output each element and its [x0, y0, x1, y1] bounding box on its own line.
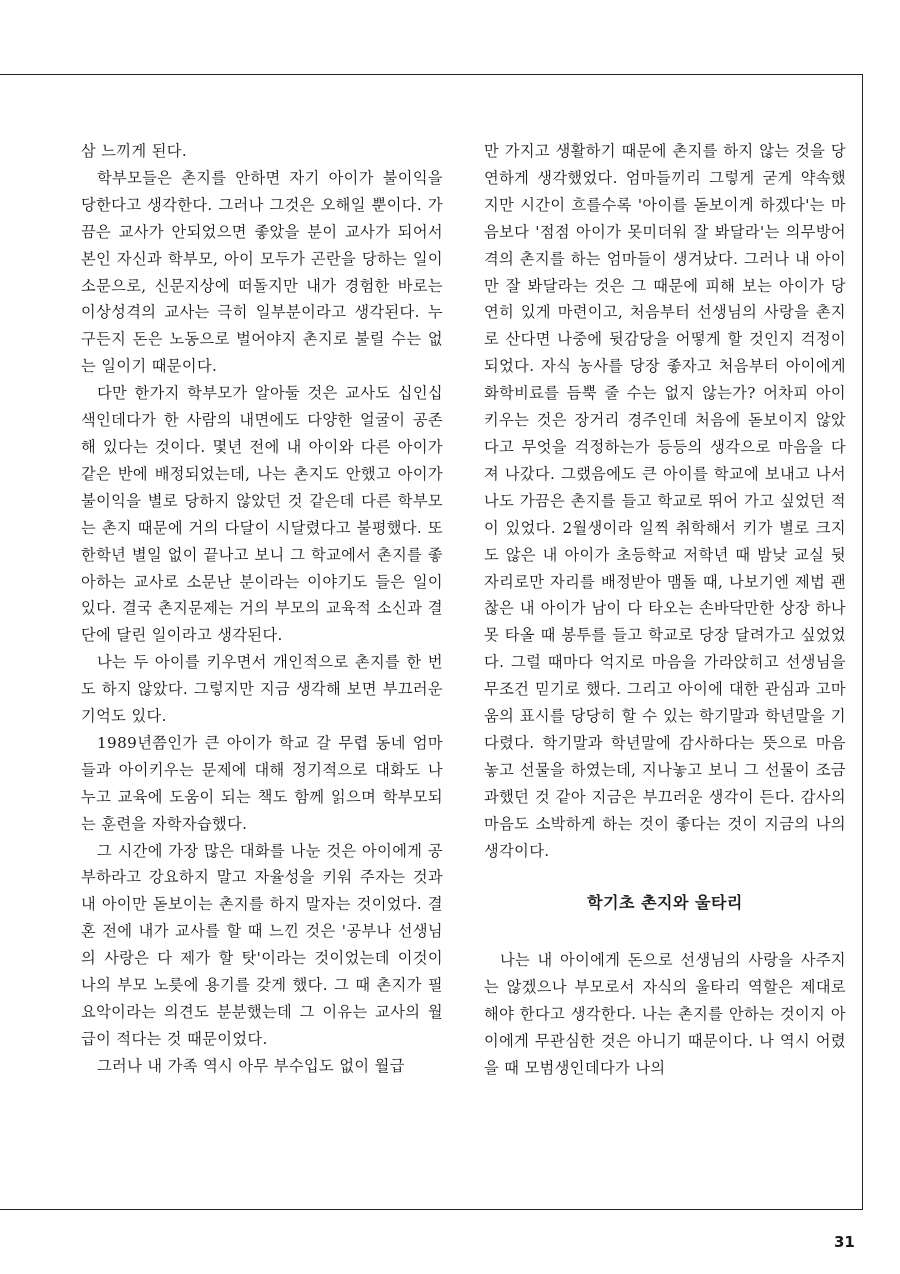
- bottom-rule: [0, 1209, 863, 1210]
- right-rule: [862, 74, 863, 1210]
- paragraph: 삼 느끼게 된다.: [81, 142, 188, 160]
- paragraph: 그 시간에 가장 많은 대화를 나눈 것은 아이에게 공부하라고 강요하지 말고 자율성을 키워 주자는 것과 내 아이만 돋보이는 촌지를 하지 말자는 것이었다. 결혼 전에 내가 교사를 할 때 느낀 것은 '공부나 선생님의 사랑은 다 제가 할 탓'이라는 것이었는데 이것이 나의 부모 노릇에 용기를 갖게 했다. 그 때 촌지가 필요악이라는 의견도 분분했는데 그 이유는 교사의 월급이 적다는 것 때문이었다.: [81, 841, 443, 1048]
- paragraph: 나는 내 아이에게 돈으로 선생님의 사랑을 사주지는 않겠으나 부모로서 자식의 울타리 역할은 제대로 해야 한다고 생각한다. 나는 촌지를 안하는 것이지 아이에게 무관심한 것은 아니기 때문이다. 나 역시 어렸을 때 모범생인데다가 나의: [484, 951, 846, 1077]
- paragraph: 1989년쯤인가 큰 아이가 학교 갈 무렵 동네 엄마들과 아이키우는 문제에 대해 정기적으로 대화도 나누고 교육에 도움이 되는 책도 함께 읽으며 학부모되는 훈련을 자학자습했다.: [81, 733, 443, 833]
- paragraph: 만 가지고 생활하기 때문에 촌지를 하지 않는 것을 당연하게 생각했었다. 엄마들끼리 그렇게 굳게 약속했지만 시간이 흐를수록 '아이를 돋보이게 하겠다'는 마음보다 '점점 아이가 못미더워 잘 봐달라'는 의무방어격의 촌지를 하는 엄마들이 생겨났다. 그러나 내 아이만 잘 봐달라는 것은 그 때문에 피해 보는 아이가 당연히 있게 마련이고, 처음부터 선생님의 사랑을 촌지로 산다면 나중에 뒷감당을 어떻게 할 것인지 걱정이 되었다. 자식 농사를 당장 좋자고 처음부터 아이에게 화학비료를 듬뿍 줄 수는 없지 않는가? 어차피 아이 키우는 것은 장거리 경주인데 처음에 돋보이지 않았다고 무엇을 걱정하는가 등등의 생각으로 마음을 다져 나갔다. 그랬음에도 큰 아이를 학교에 보내고 나서 나도 가끔은 촌지를 들고 학교로 뛰어 가고 싶었던 적이 있었다. 2월생이라 일찍 취학해서 키가 별로 크지도 않은 내 아이가 초등학교 저학년 때 밤낮 교실 뒷자리로만 자리를 배정받아 맴돌 때, 나보기엔 제법 괜찮은 내 아이가 남이 다 타오는 손바닥만한 상장 하나 못 타올 때 봉투를 들고 학교로 당장 달려가고 싶었었다. 그럴 때마다 억지로 마음을 가라앉히고 선생님을 무조건 믿기로 했다. 그리고 아이에 대한 관심과 고마움의 표시를 당당히 할 수 있는 학기말과 학년말을 기다렸다. 학기말과 학년말에 감사하다는 뜻으로 마음놓고 선물을 하였는데, 지나놓고 보니 그 선물이 조금 과했던 것 같아 지금은 부끄러운 생각이 든다. 감사의 마음도 소박하게 하는 것이 좋다는 것이 지금의 나의 생각이다.: [484, 142, 846, 860]
- paragraph: 그러나 내 가족 역시 아무 부수입도 없이 월급: [96, 1056, 405, 1075]
- right-column: [484, 138, 846, 1082]
- paragraph: 다만 한가지 학부모가 알아둘 것은 교사도 십인십색인데다가 한 사람의 내면에도 다양한 얼굴이 공존해 있다는 것이다. 몇년 전에 내 아이와 다른 아이가 같은 반에 배정되었는데, 나는 촌지도 안했고 아이가 불이익을 별로 당하지 않았던 것 같은데 다른 학부모는 촌지 때문에 거의 다달이 시달렸다고 불평했다. 또 한학년 별일 없이 끝나고 보니 그 학교에서 촌지를 좋아하는 교사로 소문난 분이라는 이야기도 들은 일이 있다. 결국 촌지문제는 거의 부모의 교육적 소신과 결단에 달린 일이라고 생각된다.: [81, 384, 443, 645]
- section-heading: 학기초 촌지와 울타리: [587, 893, 743, 913]
- page-number: 31: [834, 1233, 855, 1251]
- paragraph: 학부모들은 촌지를 안하면 자기 아이가 불이익을 당한다고 생각한다. 그러나 그것은 오해일 뿐이다. 가끔은 교사가 안되었으면 좋았을 분이 교사가 되어서 본인 자신과 학부모, 아이 모두가 곤란을 당하는 일이 소문으로, 신문지상에 떠돌지만 내가 경험한 바로는 이상성격의 교사는 극히 일부분이라고 생각된다. 누구든지 돈은 노동으로 벌어야지 촌지로 불릴 수는 없는 일이기 때문이다.: [81, 168, 443, 376]
- top-rule: [0, 74, 863, 75]
- paragraph: 나는 두 아이를 키우면서 개인적으로 촌지를 한 번도 하지 않았다. 그렇지만 지금 생각해 보면 부끄러운 기억도 있다.: [81, 653, 443, 726]
- left-column: [81, 138, 443, 1080]
